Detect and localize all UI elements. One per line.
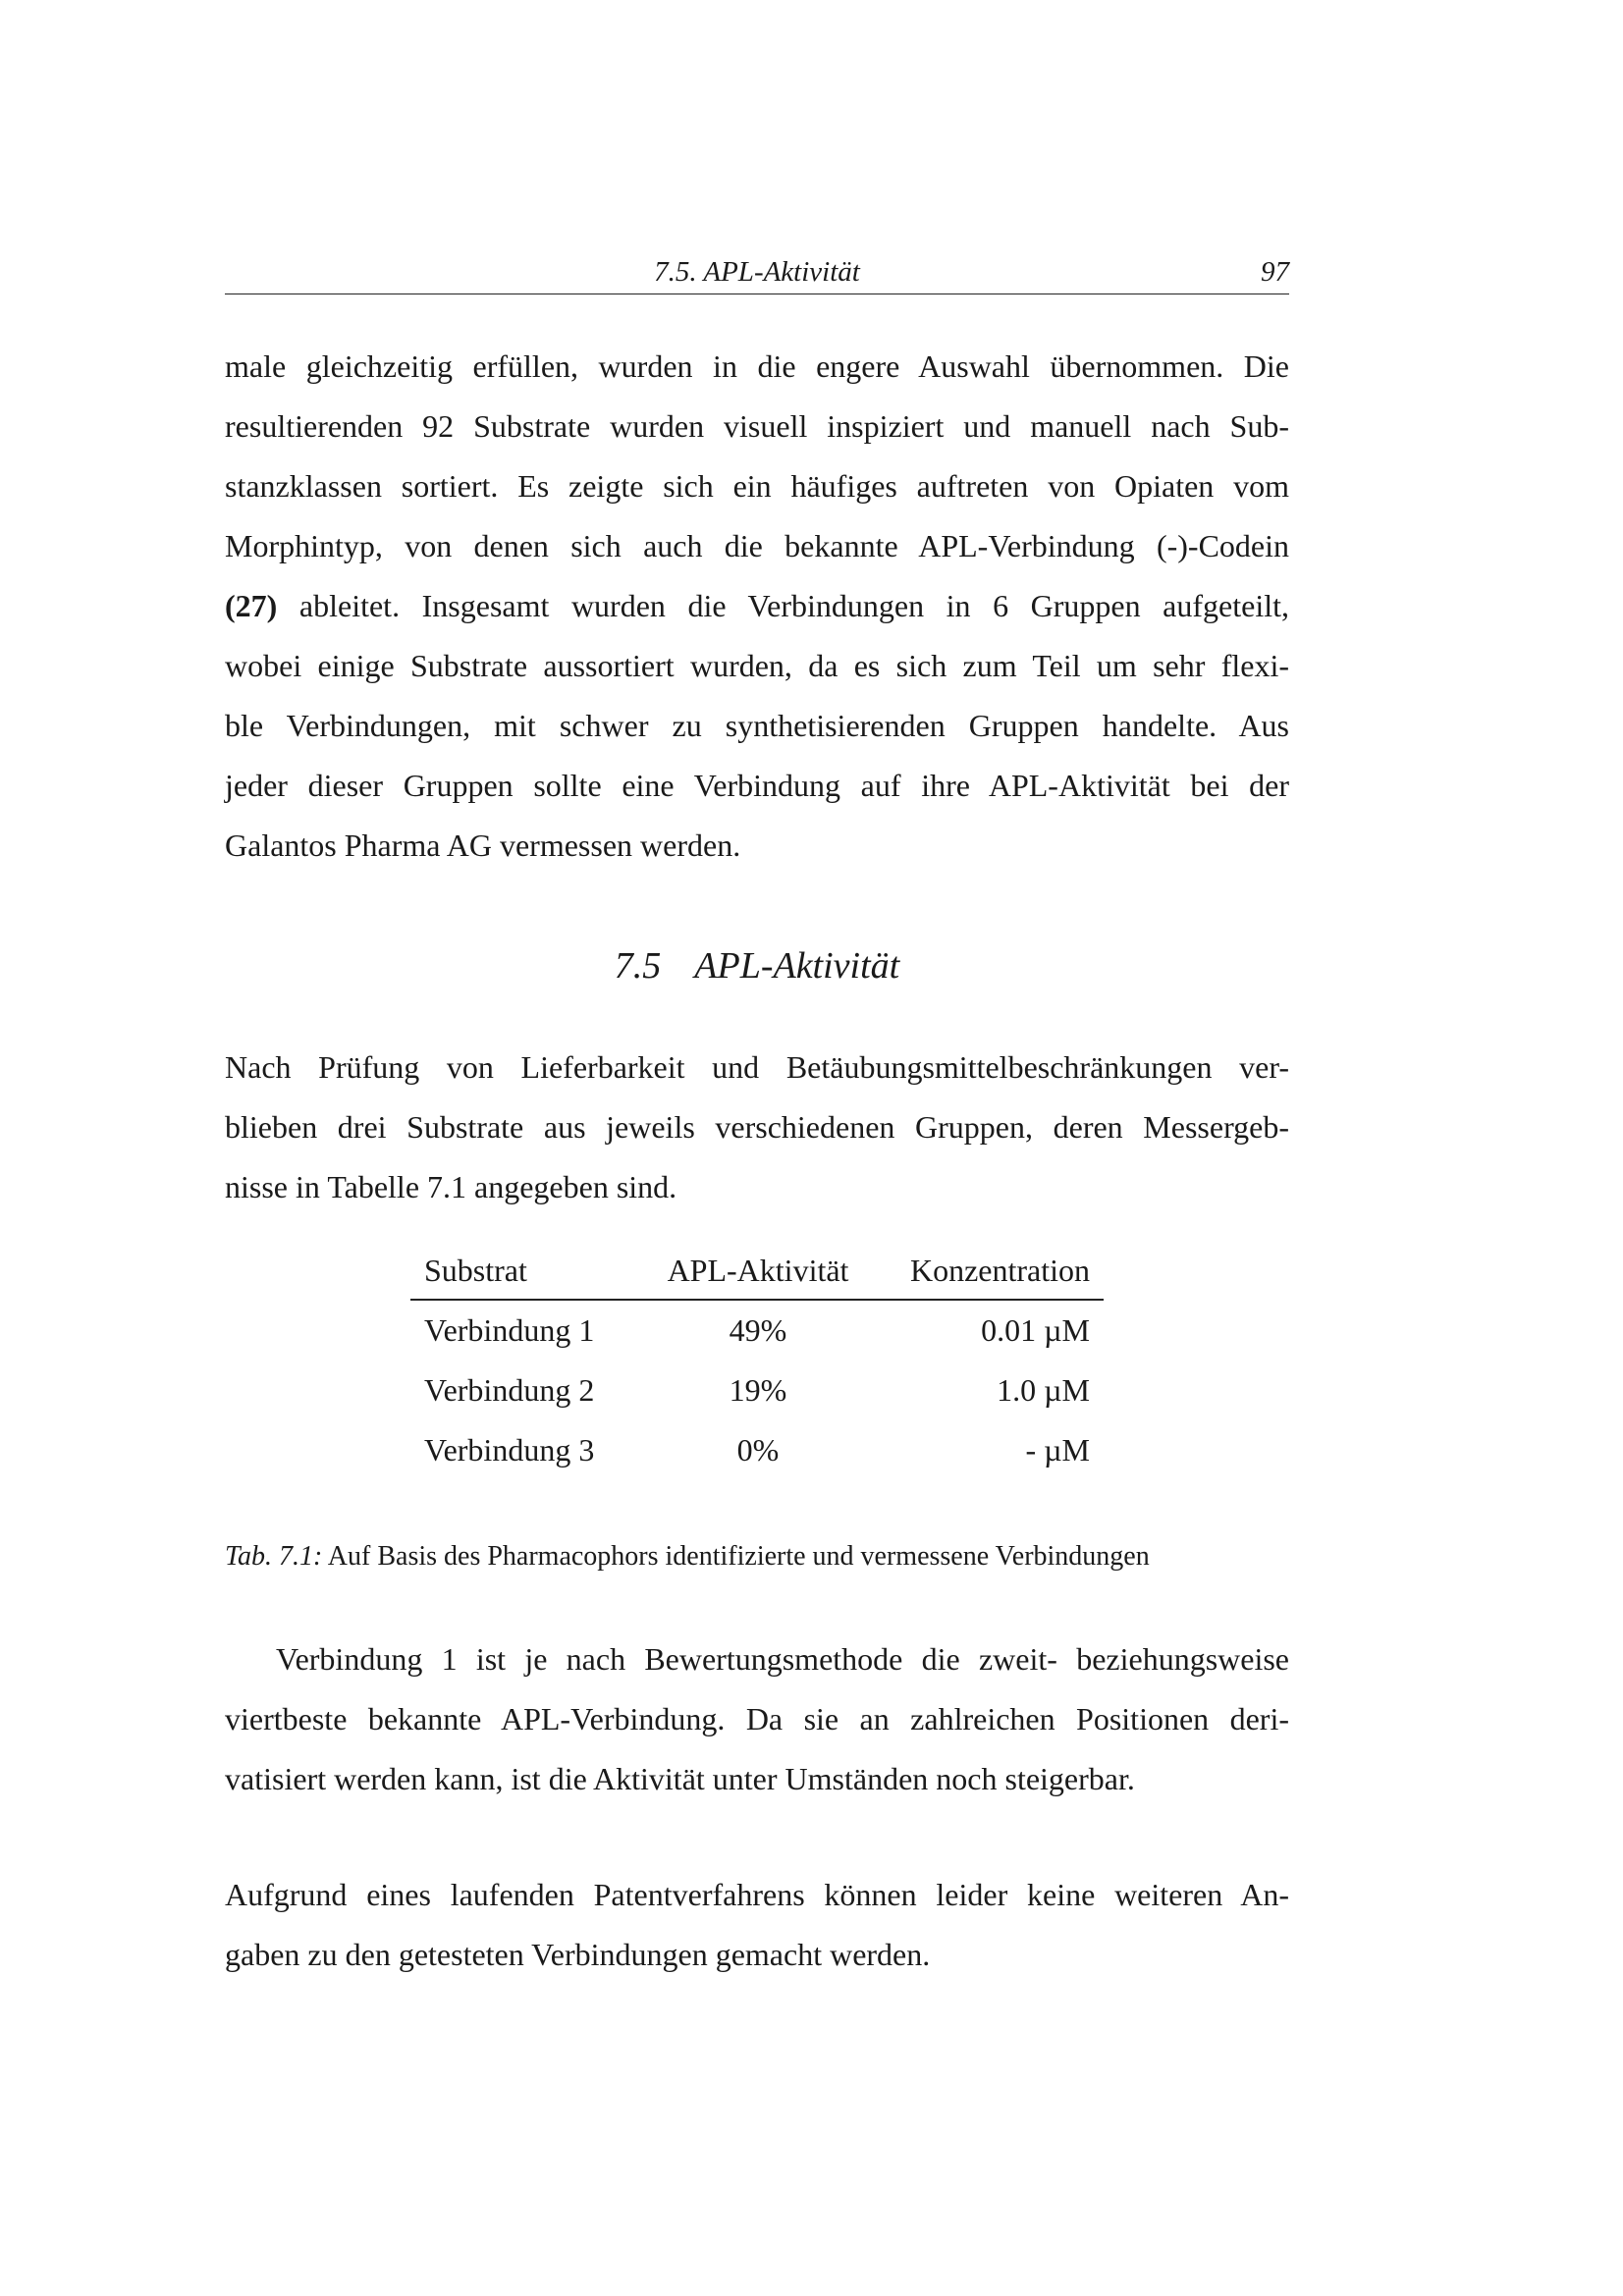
text-line: vatisiert werden kann, ist die Aktivität unter Umständen noch steigerbar. bbox=[225, 1761, 1135, 1796]
section-heading bbox=[225, 944, 1289, 988]
text-line bbox=[225, 576, 1289, 636]
cell-substrat: Verbindung 1 bbox=[424, 1312, 595, 1348]
cell-konzentration: 0.01 µM bbox=[981, 1312, 1090, 1348]
cell-aktivitaet: 19% bbox=[729, 1372, 787, 1408]
section-title: APL-Aktivität bbox=[694, 945, 900, 987]
cell-aktivitaet: 49% bbox=[729, 1312, 787, 1348]
paragraph-patent bbox=[225, 1865, 1289, 1985]
compound-reference: (27) bbox=[225, 588, 278, 623]
table-row bbox=[410, 1361, 1104, 1420]
text-line: Verbindung 1 ist je nach Bewertungsmethode die zweit- beziehungsweise bbox=[276, 1641, 1289, 1677]
text-line: Morphintyp, von denen sich auch die bekannte APL-Verbindung (-)-Codein bbox=[225, 528, 1289, 563]
paragraph-verbindung-1 bbox=[225, 1629, 1289, 1809]
text-line: male gleichzeitig erfüllen, wurden in die engere Auswahl übernommen. Die bbox=[225, 348, 1289, 384]
cell-konzentration: - µM bbox=[1025, 1432, 1090, 1468]
text-line: resultierenden 92 Substrate wurden visuell inspiziert und manuell nach Sub- bbox=[225, 408, 1289, 444]
column-header-substrat: Substrat bbox=[424, 1252, 527, 1288]
caption-label: Tab. 7.1: bbox=[225, 1541, 323, 1572]
text-line: nisse in Tabelle 7.1 angegeben sind. bbox=[225, 1169, 677, 1204]
page-number: 97 bbox=[1261, 256, 1289, 288]
text-line: Nach Prüfung von Lieferbarkeit und Betäubungsmittelbeschränkungen ver- bbox=[225, 1049, 1289, 1085]
cell-substrat: Verbindung 2 bbox=[424, 1372, 595, 1408]
header-title: 7.5. APL-Aktivität bbox=[654, 256, 860, 288]
results-table bbox=[410, 1242, 1104, 1480]
paragraph-opiate-groups bbox=[225, 337, 1289, 876]
paragraph-substrates bbox=[225, 1038, 1289, 1217]
cell-aktivitaet: 0% bbox=[736, 1432, 780, 1468]
table-header-row bbox=[410, 1242, 1104, 1300]
cell-substrat: Verbindung 3 bbox=[424, 1432, 595, 1468]
column-header-konzentration: Konzentration bbox=[909, 1252, 1090, 1288]
table-row bbox=[410, 1420, 1104, 1480]
table-caption bbox=[225, 1541, 1289, 1573]
section-number: 7.5 bbox=[614, 945, 662, 987]
text-line: ble Verbindungen, mit schwer zu synthetisierenden Gruppen handelte. Aus bbox=[225, 708, 1289, 743]
text-line: gaben zu den getesteten Verbindungen gemacht werden. bbox=[225, 1937, 931, 1972]
text-line-rest: ableitet. Insgesamt wurden die Verbindungen in 6 Gruppen aufgeteilt, bbox=[298, 588, 1290, 623]
caption-text: Auf Basis des Pharmacophors identifizierte und vermessene Verbindungen bbox=[327, 1541, 1150, 1572]
running-header bbox=[225, 250, 1289, 294]
cell-konzentration: 1.0 µM bbox=[997, 1372, 1090, 1408]
table-row bbox=[410, 1300, 1104, 1361]
text-line: viertbeste bekannte APL-Verbindung. Da sie an zahlreichen Positionen deri- bbox=[225, 1701, 1289, 1736]
text-line: Aufgrund eines laufenden Patentverfahrens können leider keine weiteren An- bbox=[225, 1877, 1289, 1912]
text-line: blieben drei Substrate aus jeweils verschiedenen Gruppen, deren Messergeb- bbox=[225, 1109, 1289, 1145]
text-line: jeder dieser Gruppen sollte eine Verbindung auf ihre APL-Aktivität bei der bbox=[225, 768, 1289, 803]
column-header-apl-aktivitaet: APL-Aktivität bbox=[667, 1252, 849, 1288]
text-line: Galantos Pharma AG vermessen werden. bbox=[225, 828, 741, 863]
text-line: wobei einige Substrate aussortiert wurden, da es sich zum Teil um sehr flexi- bbox=[225, 648, 1289, 683]
text-line: stanzklassen sortiert. Es zeigte sich ein häufiges auftreten von Opiaten vom bbox=[225, 468, 1289, 504]
